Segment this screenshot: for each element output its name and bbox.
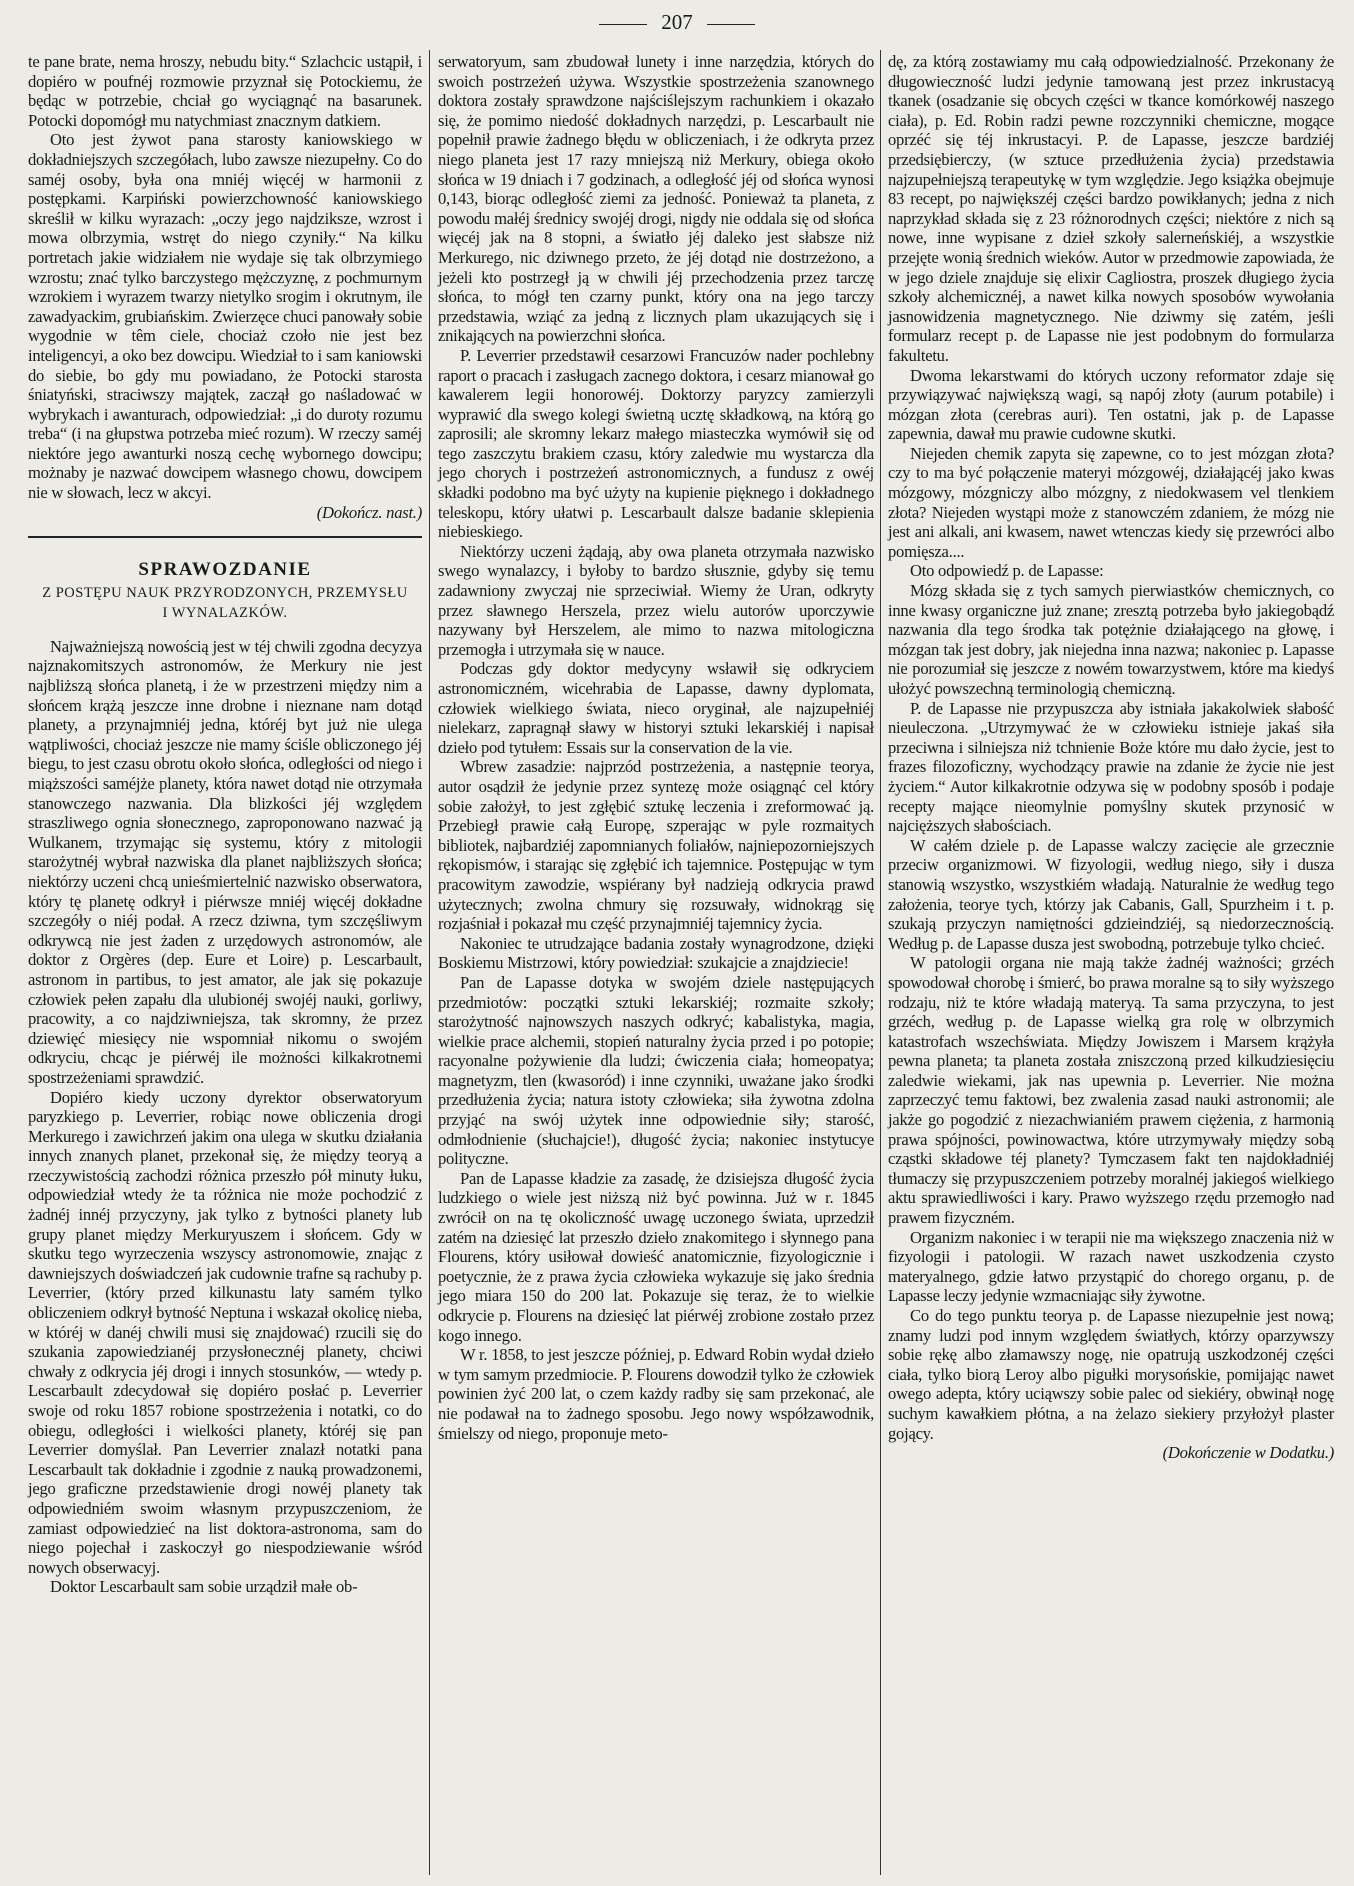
column-1 xyxy=(28,52,422,1597)
section-subheading: Z POSTĘPU NAUK PRZYRODZONYCH, PRZEMYSŁU xyxy=(42,584,408,601)
paragraph: Organizm nakoniec i w terapii nie ma większego znaczenia niż w fizyologii i patologii. W razach nawet uszkodzenia czysto materyalnego, gdzie łatwo przystąpić do chorego organu, p. de Lapasse leczy jedynie wzmacniając siły żywotne. xyxy=(888,1227,1334,1306)
section-divider xyxy=(28,536,422,538)
column-2 xyxy=(438,52,874,1443)
column-3 xyxy=(888,52,1334,1463)
paragraph: Niektórzy uczeni żądają, aby owa planeta otrzymała nazwisko swego wynalazcy, i byłoby to bardzo słusznie, gdyby się temu zadawniony zwyczaj nie sprzeciwiał. Wiemy że Uran, odkryty przez sławnego Herszela, przez wielu autorów uporczywie nazywany był Herszelem, ale mimo to nazwa mitologiczna przemogła i utrzymała się w nauce. xyxy=(438,541,874,659)
paragraph: serwatoryum, sam zbudował lunety i inne narzędzia, których do swoich postrzeżeń używa. Wszystkie spostrzeżenia szanownego doktora zostały sprawdzone najściślejszym rachunkiem i okazało się, że pomimo niedość dokładnych narzędzi, p. Lescarbault nie popełnił prawie żadnego błędu w obliczeniach, i że odkryta przez niego planeta jest 17 razy mniejszą niż Merkury, obiega około słońca w 19 dniach i 7 godzinach, a odległość jéj od słońca wynosi 0,143, biorąc odległość ziemi za jedność. Ponieważ ta planeta, z powodu małéj średnicy swojéj drogi, nigdy nie oddala się od słońca więcéj jak na 8 stopni, a światło jéj daleko jest słabsze niż Merkurego, nic dziwnego przeto, że jéj dotąd nie dostrzeżono, a jeżeli kto postrzegł ją w chwili jéj przechodzenia przez tarczę słońca, to mógł ten czarny punkt, który ona na jego tarczy przedstawia, wziąć za jedną z licznych plam ukazujących się i znikających na powierzchni słońca. xyxy=(438,52,874,346)
page-number-dash-right xyxy=(707,24,755,25)
section-heading: SPRAWOZDANIE xyxy=(138,559,312,581)
paragraph: Nakoniec te utrudzające badania zostały wynagrodzone, dzięki Boskiemu Mistrzowi, który powiedział: szukajcie a znajdziecie! xyxy=(438,933,874,973)
paragraph: Najważniejszą nowością jest w téj chwili zgodna decyzya najznakomitszych astronomów, że Merkury nie jest najbliższą słońca planetą, i że w przestrzeni między nim a słońcem krążą jeszcze inne drobne i nieznane nam dotąd planety, a przynajmniéj jedna, któréj byt już nie ulega wątpliwości, chociaż jeszcze nie mamy ściśle obliczonego jéj biegu, to jest czasu obrotu około słońca, odległości od niego i miąższości saméjże planety, która nawet dotąd nie otrzymała stanowczego nazwania. Dla blizkości jéj względem straszliwego ognia słonecznego, zaproponowano nazwać ją Wulkanem, trzymając się systemu, który z mitologii starożytnéj wybrał nazwiska dla planet najbliższych słońca; niektórzy uczeni chcą unieśmiertelnić nazwisko obserwatora, który tę planetę odkrył i piérwsze mniéj więcéj dokładne szczegóły o niéj podał. A rzecz dziwna, tym szczęśliwym odkrywcą nie jest żaden z urzędowych astronomów, ale doktor z Orgères (dep. Eure et Loire) p. Lescarbault, astronom in partibus, to jest amator, ale jak się pokazuje człowiek pełen zapału dla ulubionéj swojéj nauki, gorliwy, pracowity, a co najdziwniejsza, tak skromny, że przez dziewięć miesięcy nie wspomniał nikomu o swojém odkryciu, chcąc je piérwéj ile możności kilkakrotnemi spostrzeżeniami sprawdzić. xyxy=(28,636,422,1087)
paragraph: P. de Lapasse nie przypuszcza aby istniała jakakolwiek słabość nieuleczona. „Utrzymywać że w człowieku istnieje jakaś siła przeciwna i silniejsza niż tchnienie Boże które mu dało życie, jest to frazes filozoficzny, wychodzący prawie na zdanie że życie nie jest życiem.“ Autor kilkakrotnie odzywa się w podobny sposób i podaje recepty mające nieomylnie pomyślny skutek przynosić w najcięższych słabościach. xyxy=(888,698,1334,836)
continuation-note: (Dokończ. nast.) xyxy=(316,502,422,522)
paragraph: te pane brate, nema hroszy, nebudu bity.“ Szlachcic ustąpił, i dopiéro w poufnéj rozmowie przyznał się Potockiemu, że będąc w potrzebie, chciał go wyciągnąć na basarunek. Potocki dopomógł mu natychmiast znacznym datkiem. xyxy=(28,52,422,130)
paragraph: Co do tego punktu teorya p. de Lapasse niezupełnie jest nową; znamy ludzi pod innym względem światłych, którzy oparzywszy sobie rękę albo złamawszy nogę, nie opatrują uszkodzonéj części ciała, tylko biorą Leroy albo pigułki morysońskie, pomijając nawet owego adepta, który uciąwszy sobie palec od siekiéry, obwinął nogę suchym kawałkiem płótna, a na żelazo siekiery przyłożył plaster gojący. xyxy=(888,1306,1334,1443)
paragraph: W całém dziele p. de Lapasse walczy zacięcie ale grzecznie przeciw organizmowi. W fizyologii, według niego, siły i dusza stanowią wszystko, wszystkiém władają. Naturalnie że według tego założenia, teorye tych, którzy jak Cabanis, Gall, Spurzheim i t. p. szukają przyczyn namiętności gdzieindziéj, są niedorzecznością. Według p. de Lapasse dusza jest swobodną, potrzebuje tylko chcieć. xyxy=(888,835,1334,953)
paragraph: Niejeden chemik zapyta się zapewne, co to jest mózgan złota? czy to ma być połączenie materyi mózgowéj, działającéj jako kwas mózgowy, mózgniczy albo mózgny, z niedokwasem vel tlenkiem złota? Niejeden wystąpi może z stanowczém zdaniem, że mózg nie jest ani alkali, ani kwasem, nawet wtenczas kiedy się przewróci albo pomięsza.... xyxy=(888,443,1334,561)
paragraph: dę, za którą zostawiamy mu całą odpowiedzialność. Przekonany że długowieczność ludzi jedynie tamowaną jest przez inkrustacyą tkanek (osadzanie się obcych części w tkance komórkowéj naszego ciała), p. Ed. Robin radzi pewne rozczynniki chemiczne, mogące oprzéć się téj inkrustacyi. P. de Lapasse, jeszcze bardziéj przedsiębierczy, (w sztuce przedłużenia życia) przedstawia najzupełniejszą terapeutykę w tym względzie. Jego książka obejmuje 83 recept, po największéj części bardzo powikłanych; jedna z nich naprzykład składa się z 23 różnorodnych części; niektóre z nich są nowe, inne wypisane z dzieł szkoły salerneńskiéj, a wszystkie przejęte wonią średnich wieków. Autor w przedmowie zapowiada, że w jego dziele znajduje się elixir Cagliostra, proszek długiego życia szkoły alchemicznéj, a nawet kilka nowych sposobów wywołania jasnowidzenia magnetycznego. Nie dziwmy się zatém, jeśli formularz recept p. de Lapasse nie jest podobnym do formularza fakultetu. xyxy=(888,52,1334,365)
paragraph: P. Leverrier przedstawił cesarzowi Francuzów nader pochlebny raport o pracach i zasługach zacnego doktora, i cesarz mianował go kawalerem legii honorowéj. Doktorzy paryzcy zamierzyli wyprawić dla swego kolegi świetną ucztę składkową, na którą go zaprosili; ale skromny lekarz małego miasteczka wymówił się od tego zaszczytu brakiem czasu, który zaledwie mu wystarcza dla jego chorych i postrzeżeń astronomicznych, a fundusz z owéj składki podobno ma być użyty na kupienie pięknego i dokładnego teleskopu, który ułatwi p. Lescarbault dalsze badanie sklepienia niebieskiego. xyxy=(438,345,874,542)
paragraph: Dwoma lekarstwami do których uczony reformator zdaje się przywiązywać największą wagi, są napój złoty (aurum potabile) i mózgan złota (cerebras auri). Ten ostatni, jak p. de Lapasse zapewnia, dawał mu prawie cudowne skutki. xyxy=(888,365,1334,444)
column-rule xyxy=(429,50,430,1875)
continuation-note: (Dokończenie w Dodatku.) xyxy=(1162,1443,1334,1463)
paragraph: Podczas gdy doktor medycyny wsławił się odkryciem astronomiczném, wicehrabia de Lapasse, dawny dyplomata, człowiek wielkiego świata, nieco oryginał, ale najzupełniéj nielekarz, zapragnął sławy w historyi sztuki lekarskiéj i napisał dzieło pod tytułem: Essais sur la conservation de la vie. xyxy=(438,659,874,757)
paragraph: Pan de Lapasse kładzie za zasadę, że dzisiejsza długość życia ludzkiego o wiele jest niższą niż być powinna. Już w r. 1845 zwrócił on na tę okoliczność uwagę uczonego świata, uprzedził zatém na dziesięć lat przeszło dzieło znakomitego i słynnego pana Flourens, który usiłował dowieść anatomicznie, fizyologicznie i poetycznie, że z prawa życia człowieka wykazuje się jako średnia jego miara 150 do 200 lat. Pokazuje się teraz, że to wielkie odkrycie p. Flourens na dziesięć lat piérwéj zrobione zostało przez kogo innego. xyxy=(438,1168,874,1345)
page-number-text: 207 xyxy=(661,10,693,34)
paragraph: Oto odpowiedź p. de Lapasse: xyxy=(910,561,1104,581)
paragraph: W patologii organa nie mają także żadnéj ważności; grzéch spowodował chorobę i śmierć, bo prawa moralne są to siły wyższego rodzaju, niż te które władają materyą. Ta sama przyczyna, to jest grzéch, według p. de Lapasse wielką gra rolę w olbrzymich katastrofach wszechświata. Między Jowiszem i Marsem krążyła pewna planeta; ta planeta została zniszczoną przed kilkudziesięciu zaledwie wiekami, jak nas upewnia p. Leverrier. Nie można zaprzeczyć temu faktowi, bez zwalenia zasad nauki astronomii; ale jakże go pogodzić z niezachwianiém prawem ciężenia, z harmonią prawa spójności, powinowactwa, które utrzymywały między sobą cząstki składowe téj planety? Tymczasem fakt ten najdokładniéj tłumaczy się przypuszczeniem potrzeby moralnéj jakiegoś wielkiego aktu sprawiedliwości i kary. Prawo wyższego rzędu przemogło nad prawem fizyczném. xyxy=(888,953,1334,1228)
page-number-dash-left xyxy=(599,24,647,25)
page-number xyxy=(0,10,1354,35)
column-rule xyxy=(880,50,881,1875)
section-subheading: I WYNALAZKÓW. xyxy=(162,604,288,621)
paragraph: Dopiéro kiedy uczony dyrektor obserwatoryum paryzkiego p. Leverrier, robiąc nowe obliczenia drogi Merkurego i zawichrzeń jakim ona ulega w skutku działania innych znanych planet, przekonał się, że między teoryą a rzeczywistością zachodzi różnica przeszło pół minuty łuku, odpowiedział wtedy że ta różnica nie może pochodzić z żadnéj innéj przyczyny, jak tylko z bytności planety lub grupy planet między Merkuryuszem i słońcem. Gdy w skutku tego wyrzeczenia wszyscy astronomowie, znając z dawniejszych doświadczeń jak cudownie trafne są rachuby p. Leverrier, (który przed kilkunastu laty samém tylko obliczeniem odkrył bytność Neptuna i wskazał okolicę nieba, w któréj w danéj chwili musi się znajdować) rzucili się do szukania zapowiedzianéj przysłonecznéj planety, chciwi chwały z odkrycia jéj drogi i innych stosunków, — wtedy p. Lescarbault zdecydował się dopiéro posłać p. Leverrier swoje od roku 1857 robione spostrzeżenia i notatki, co do obiegu, odległości i wielkości planety, któréj się pan Leverrier domyślał. Pan Leverrier znalazł notatki pana Lescarbault tak dokładnie i zgodnie z nauką prowadzonemi, jego graficzne przedstawienie drogi nowéj planety tak odpowiedniém swoim własnym przypuszczeniom, że zamiast odpowiedzieć na list doktora-astronoma, sam do niego pojechał i zaskoczył go niespodziewanie wśród nowych obserwacyj. xyxy=(28,1087,422,1577)
paragraph: Wbrew zasadzie: najprzód postrzeżenia, a następnie teorya, autor osądził że jedynie przez syntezę może osiągnąć cel który sobie założył, to jest zgłębić sztukę leczenia i zreformować ją. Przebiegł prawie całą Europę, szperając w pyle rozmaitych bibliotek, najbardziéj zapomnianych foliałów, najniepozorniejszych rękopismów, i starając się zgłębić ich tajemnice. Postępując w tym pracowitym zawodzie, wspiérany był nadzieją odkrycia prawd użytecznych; zwolna chmury się rozsuwały, widnokrąg się rozjaśniał i pokazał mu część przynajmniéj tajemnicy życia. xyxy=(438,757,874,934)
paragraph: Mózg składa się z tych samych pierwiastków chemicznych, co inne kwasy organiczne już znane; zresztą potrzeba było jakiegobądź nazwania dla tego środka tak potężnie działającego na głowę, i mózgan tak jest dobry, jak niejedna inna nazwa; nakoniec p. Lapasse nie porozumiał się jeszcze z nowém towarzystwem, które ma kiedyś ułożyć powszechną terminologią chemiczną. xyxy=(888,581,1334,698)
paragraph: Pan de Lapasse dotyka w swojém dziele następujących przedmiotów: początki sztuki lekarskiéj; rozmaite szkoły; starożytność najnowszych naszych odkryć; kabalistyka, magia, wielkie prace alchemii, stopień naturalny życia przed i po potopie; racyonalne pożywienie dla ludzi; ćwiczenia ciała; homeopatya; magnetyzm, tlen (kwasoród) i inne czynniki, uważane jako środki przedłużenia życia; natura istoty człowieka; siła żywotna zdolna przyjąć na swój użytek inne odpowiednie siły; starość, odmłodnienie (słuchajcie!), długość życia; nakoniec instytucye polityczne. xyxy=(438,972,874,1169)
paragraph: Oto jest żywot pana starosty kaniowskiego w dokładniejszych szczegółach, lubo zawsze niezupełny. Co do saméj osoby, była ona mniéj więcéj w harmonii z postępkami. Karpiński powierzchowność kaniowskiego skreślił w kilku wyrazach: „oczy jego najdziksze, wzrost i mowa olbrzymia, wstręt do niego czyniły.“ Na kilku portretach jakie widziałem nie wydaje się tak olbrzymiego wzrostu; znać tylko barczystego mężczyznę, z pochmurnym wzrokiem i wyrazem twarzy nietylko srogim i okrutnym, ile zawadyackim, grubiańskim. Zwierzęce chuci panowały sobie wygodnie w têm ciele, chociaż czoło nie jest bez inteligencyi, a oko bez dowcipu. Wiedział to i sam kaniowski do siebie, bo gdy mu powiadano, że Potocki starosta śniatyński, straciwszy majątek, zaczął go naśladować w wybrykach i awanturach, odpowiedział: „i do duroty rozumu treba“ (i na głupstwa potrzeba mieć rozum). W rzeczy saméj niektóre jego awanturki noszą cechę wybornego dowcipu; możnaby je nazwać dowcipem własnego chowu, dowcipem nie w słowach, lecz w akcyi. xyxy=(28,130,422,503)
paragraph: W r. 1858, to jest jeszcze później, p. Edward Robin wydał dzieło w tym samym przedmiocie. P. Flourens dowodził tylko że człowiek powinien żyć 200 lat, o czem każdy radby się sam przekonać, ale nie podawał na to żadnego sposobu. Jego nowy współzawodnik, śmielszy od niego, proponuje meto- xyxy=(438,1345,874,1443)
paragraph: Doktor Lescarbault sam sobie urządził małe ob- xyxy=(50,1577,358,1597)
